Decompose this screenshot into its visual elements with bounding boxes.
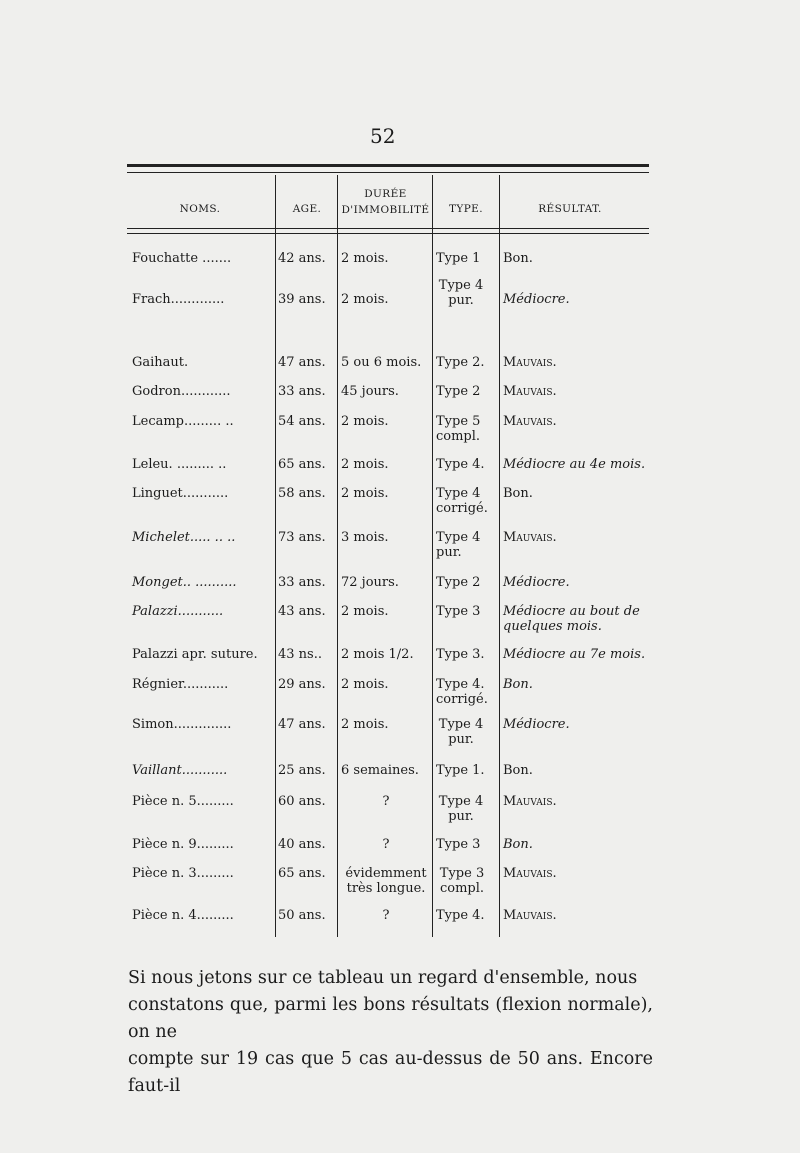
table-row (127, 530, 667, 566)
cell-type: Type 4. corrigé. (436, 677, 488, 707)
table-top-rule (127, 164, 649, 167)
table-row (127, 908, 667, 944)
cell-type: Type 1. (436, 763, 485, 778)
table-row (127, 486, 667, 522)
header-type: TYPE. (448, 203, 483, 215)
cell-name: Pièce n. 3......... (132, 866, 234, 881)
cell-result: Mauvais. (503, 355, 557, 370)
cell-duree: 2 mois. (341, 677, 389, 692)
table-row (127, 794, 667, 830)
paragraph-line: Si nous jetons sur ce tableau un regard d'ensemble, nous (128, 968, 638, 988)
cell-age: 33 ans. (278, 575, 326, 590)
cell-type: Type 3 (436, 837, 481, 852)
cell-type: Type 4 pur. (438, 794, 484, 824)
cell-age: 47 ans. (278, 717, 326, 732)
cell-duree: 72 jours. (341, 575, 399, 590)
cell-age: 25 ans. (278, 763, 326, 778)
cell-name: Régnier........... (132, 677, 229, 692)
header-duree: DURÉE D'IMMOBILITÉ (341, 188, 430, 216)
cell-result: Médiocre. (503, 575, 570, 590)
cell-result: Médiocre au 7e mois. (503, 647, 646, 662)
cell-age: 39 ans. (278, 292, 326, 307)
cell-duree: 6 semaines. (341, 763, 419, 778)
cell-result: Mauvais. (503, 908, 557, 923)
cell-age: 73 ans. (278, 530, 326, 545)
cell-name: Leleu. ......... .. (132, 457, 227, 472)
cell-result: Mauvais. (503, 794, 557, 809)
cell-duree: 2 mois. (341, 604, 389, 619)
cell-age: 42 ans. (278, 251, 326, 266)
cell-result: Bon. (503, 677, 533, 692)
cell-name: Pièce n. 5......... (132, 794, 234, 809)
cell-type: Type 4. (436, 457, 485, 472)
cell-result: Médiocre. (503, 717, 570, 732)
cell-duree: 2 mois. (341, 292, 389, 307)
cell-result: Mauvais. (503, 384, 557, 399)
cell-age: 29 ans. (278, 677, 326, 692)
body-paragraph (128, 965, 653, 1100)
cell-name: Gaihaut. (132, 355, 189, 370)
table-row (127, 414, 667, 450)
cell-name: Godron............ (132, 384, 231, 399)
cell-result: Mauvais. (503, 414, 557, 429)
cell-duree: 2 mois 1/2. (341, 647, 414, 662)
cell-duree: 3 mois. (341, 530, 389, 545)
cell-type: Type 2. (436, 355, 485, 370)
paragraph-line: constatons que, parmi les bons résultats (flexion normale), on ne (128, 995, 653, 1042)
cell-type: Type 2 (436, 575, 481, 590)
cell-type: Type 4 pur. (436, 530, 481, 560)
cell-result: Médiocre. (503, 292, 570, 307)
cell-age: 58 ans. (278, 486, 326, 501)
cell-name: Palazzi apr. suture. (132, 647, 258, 662)
table-row (127, 717, 667, 753)
cell-age: 43 ns.. (278, 647, 322, 662)
cell-type: Type 4. (436, 908, 485, 923)
cell-type: Type 1 (436, 251, 481, 266)
cell-result: Bon. (503, 837, 533, 852)
cell-name: Lecamp......... .. (132, 414, 234, 429)
cell-name: Linguet........... (132, 486, 229, 501)
cell-age: 47 ans. (278, 355, 326, 370)
table-row (127, 278, 667, 314)
table-top-rule-thin (127, 172, 649, 173)
cell-name: Palazzi........... (132, 604, 224, 619)
cell-duree: 2 mois. (341, 486, 389, 501)
paragraph-line: compte sur 19 cas que 5 cas au-dessus de 50 ans. Encore faut-il (128, 1049, 653, 1096)
cell-age: 40 ans. (278, 837, 326, 852)
cell-duree: 2 mois. (341, 414, 389, 429)
header-age: AGE. (292, 203, 322, 215)
cell-type: Type 3 compl. (439, 866, 485, 896)
page-number: 52 (370, 124, 396, 148)
cell-name: Pièce n. 4......... (132, 908, 234, 923)
cell-age: 50 ans. (278, 908, 326, 923)
cell-name: Vaillant........... (132, 763, 228, 778)
table-row (127, 866, 667, 902)
cell-result: Mauvais. (503, 530, 557, 545)
cell-result: Médiocre au 4e mois. (503, 457, 646, 472)
cell-age: 65 ans. (278, 457, 326, 472)
cell-duree: 2 mois. (341, 717, 389, 732)
cell-result: Bon. (503, 763, 533, 778)
cell-name: Pièce n. 9......... (132, 837, 234, 852)
cell-type: Type 3. (436, 647, 485, 662)
cell-type: Type 4 pur. (438, 278, 484, 308)
cell-result: Mauvais. (503, 866, 557, 881)
cell-duree: 2 mois. (341, 457, 389, 472)
cell-type: Type 4 corrigé. (436, 486, 488, 516)
cell-name: Monget.. .......... (132, 575, 237, 590)
cell-duree: 5 ou 6 mois. (341, 355, 422, 370)
cell-age: 33 ans. (278, 384, 326, 399)
cell-name: Michelet..... .. .. (132, 530, 236, 545)
cell-duree: ? (382, 794, 390, 809)
cell-duree: ? (382, 908, 390, 923)
cell-age: 43 ans. (278, 604, 326, 619)
header-resultat: RÉSULTAT. (538, 203, 602, 215)
cell-age: 60 ans. (278, 794, 326, 809)
cell-result: Bon. (503, 486, 533, 501)
table-row (127, 677, 667, 713)
cell-duree: ? (382, 837, 390, 852)
cell-type: Type 4 pur. (438, 717, 484, 747)
cell-name: Frach............. (132, 292, 225, 307)
table-row (127, 604, 667, 640)
header-noms: NOMS. (179, 203, 221, 215)
cell-type: Type 3 (436, 604, 481, 619)
cell-age: 54 ans. (278, 414, 326, 429)
cell-type: Type 5 compl. (436, 414, 481, 444)
table-header-rule-thin (127, 233, 649, 234)
cell-duree: 45 jours. (341, 384, 399, 399)
table-header-rule (127, 228, 649, 229)
cell-name: Simon.............. (132, 717, 232, 732)
cell-age: 65 ans. (278, 866, 326, 881)
cell-duree: 2 mois. (341, 251, 389, 266)
cell-name: Fouchatte ....... (132, 251, 232, 266)
cell-result: Médiocre au bout de quelques mois. (503, 604, 640, 634)
cell-type: Type 2 (436, 384, 481, 399)
cell-duree: évidemment très longue. (345, 866, 427, 896)
cell-result: Bon. (503, 251, 533, 266)
